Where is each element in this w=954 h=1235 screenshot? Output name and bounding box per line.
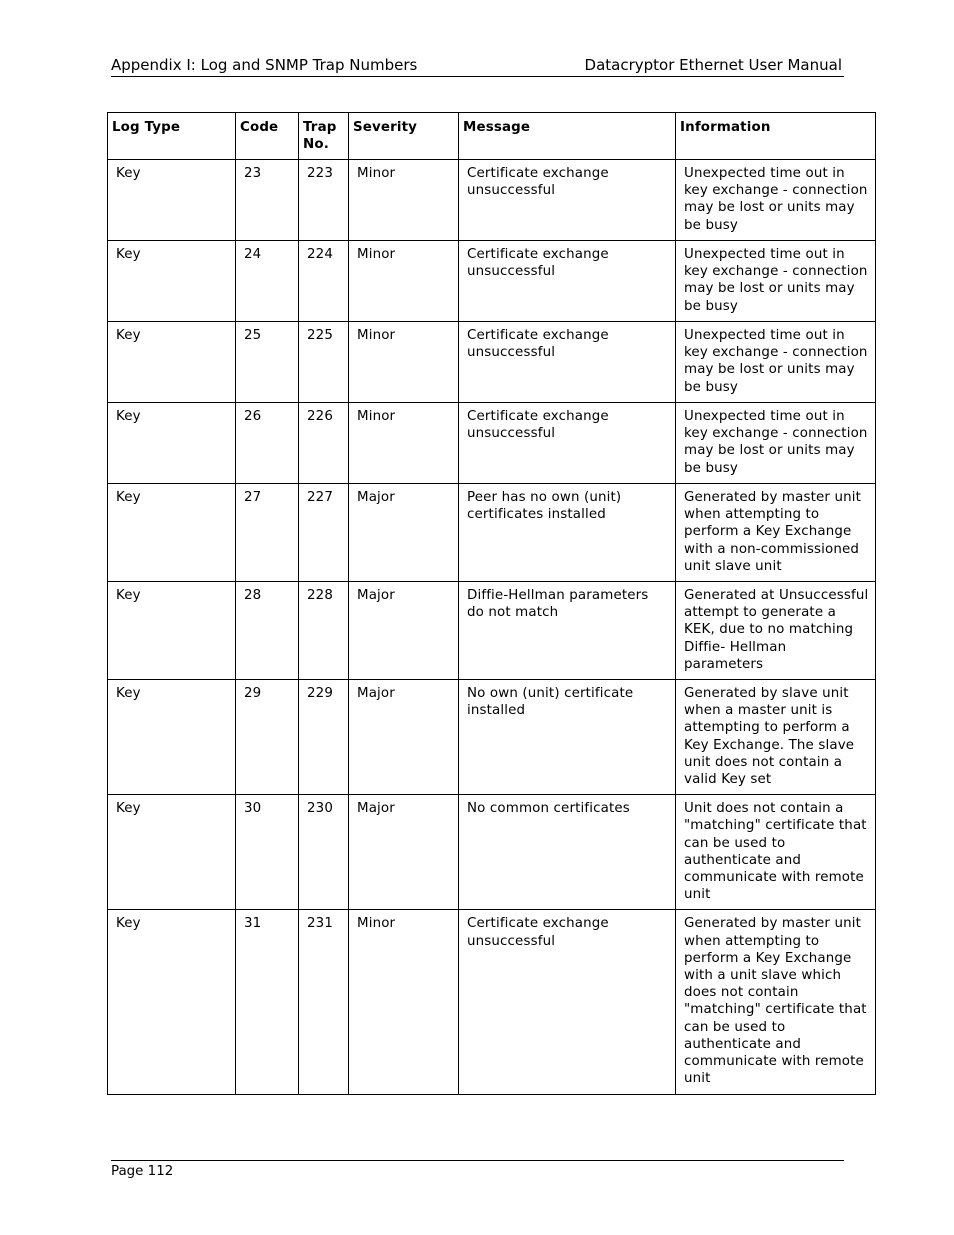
cell-information: Generated at Unsuccessful attempt to generate a KEK, due to no matching Diffie- Hellman parameters xyxy=(676,582,876,680)
page-header xyxy=(111,56,844,77)
cell-trap-no: 231 xyxy=(299,910,349,1094)
cell-message: Certificate exchange unsuccessful xyxy=(459,241,676,322)
cell-log-type: Key xyxy=(108,795,236,910)
cell-trap-no: 225 xyxy=(299,322,349,403)
cell-log-type: Key xyxy=(108,910,236,1094)
cell-information: Generated by master unit when attempting to perform a Key Exchange with a non-commissioned unit slave unit xyxy=(676,484,876,582)
cell-log-type: Key xyxy=(108,160,236,241)
cell-message: Peer has no own (unit) certificates installed xyxy=(459,484,676,582)
table-row xyxy=(108,160,876,241)
cell-code: 25 xyxy=(236,322,299,403)
cell-information: Generated by slave unit when a master unit is attempting to perform a Key Exchange. The slave unit does not contain a valid Key set xyxy=(676,680,876,795)
table-row xyxy=(108,241,876,322)
cell-log-type: Key xyxy=(108,322,236,403)
cell-log-type: Key xyxy=(108,241,236,322)
column-header-information: Information xyxy=(676,113,876,160)
table-body xyxy=(108,160,876,1095)
table-header-row xyxy=(108,113,876,160)
cell-message: Certificate exchange unsuccessful xyxy=(459,322,676,403)
cell-code: 26 xyxy=(236,403,299,484)
cell-code: 24 xyxy=(236,241,299,322)
table-row xyxy=(108,582,876,680)
cell-information: Unit does not contain a "matching" certificate that can be used to authenticate and communicate with remote unit xyxy=(676,795,876,910)
cell-information: Unexpected time out in key exchange - connection may be lost or units may be busy xyxy=(676,322,876,403)
cell-information: Unexpected time out in key exchange - connection may be lost or units may be busy xyxy=(676,160,876,241)
cell-severity: Minor xyxy=(349,322,459,403)
cell-message: No own (unit) certificate installed xyxy=(459,680,676,795)
cell-trap-no: 226 xyxy=(299,403,349,484)
cell-message: Certificate exchange unsuccessful xyxy=(459,160,676,241)
cell-code: 27 xyxy=(236,484,299,582)
cell-trap-no: 228 xyxy=(299,582,349,680)
cell-severity: Minor xyxy=(349,403,459,484)
cell-code: 30 xyxy=(236,795,299,910)
cell-information: Unexpected time out in key exchange - connection may be lost or units may be busy xyxy=(676,403,876,484)
cell-trap-no: 227 xyxy=(299,484,349,582)
cell-severity: Minor xyxy=(349,241,459,322)
cell-trap-no: 229 xyxy=(299,680,349,795)
cell-trap-no: 224 xyxy=(299,241,349,322)
cell-message: No common certificates xyxy=(459,795,676,910)
page-footer xyxy=(111,1160,844,1179)
cell-severity: Minor xyxy=(349,910,459,1094)
table-row xyxy=(108,403,876,484)
cell-information: Generated by master unit when attempting to perform a Key Exchange with a unit slave which does not contain "matching" certificate that can be used to authenticate and communicate with remote unit xyxy=(676,910,876,1094)
column-header-trap-no: Trap No. xyxy=(299,113,349,160)
cell-log-type: Key xyxy=(108,582,236,680)
column-header-severity: Severity xyxy=(349,113,459,160)
page-number: Page 112 xyxy=(111,1164,174,1179)
cell-information: Unexpected time out in key exchange - connection may be lost or units may be busy xyxy=(676,241,876,322)
cell-severity: Minor xyxy=(349,160,459,241)
cell-message: Certificate exchange unsuccessful xyxy=(459,403,676,484)
table-row xyxy=(108,910,876,1094)
column-header-log-type: Log Type xyxy=(108,113,236,160)
table-row xyxy=(108,484,876,582)
header-section-title: Appendix I: Log and SNMP Trap Numbers xyxy=(111,56,418,74)
table-row xyxy=(108,795,876,910)
cell-severity: Major xyxy=(349,680,459,795)
cell-message: Diffie-Hellman parameters do not match xyxy=(459,582,676,680)
cell-trap-no: 223 xyxy=(299,160,349,241)
header-manual-title: Datacryptor Ethernet User Manual xyxy=(584,56,842,74)
cell-log-type: Key xyxy=(108,484,236,582)
cell-trap-no: 230 xyxy=(299,795,349,910)
cell-log-type: Key xyxy=(108,403,236,484)
table-row xyxy=(108,322,876,403)
cell-severity: Major xyxy=(349,795,459,910)
cell-code: 28 xyxy=(236,582,299,680)
cell-message: Certificate exchange unsuccessful xyxy=(459,910,676,1094)
column-header-code: Code xyxy=(236,113,299,160)
table-row xyxy=(108,680,876,795)
cell-code: 31 xyxy=(236,910,299,1094)
cell-code: 23 xyxy=(236,160,299,241)
cell-code: 29 xyxy=(236,680,299,795)
cell-severity: Major xyxy=(349,484,459,582)
column-header-message: Message xyxy=(459,113,676,160)
log-trap-table xyxy=(107,112,876,1095)
cell-log-type: Key xyxy=(108,680,236,795)
cell-severity: Major xyxy=(349,582,459,680)
